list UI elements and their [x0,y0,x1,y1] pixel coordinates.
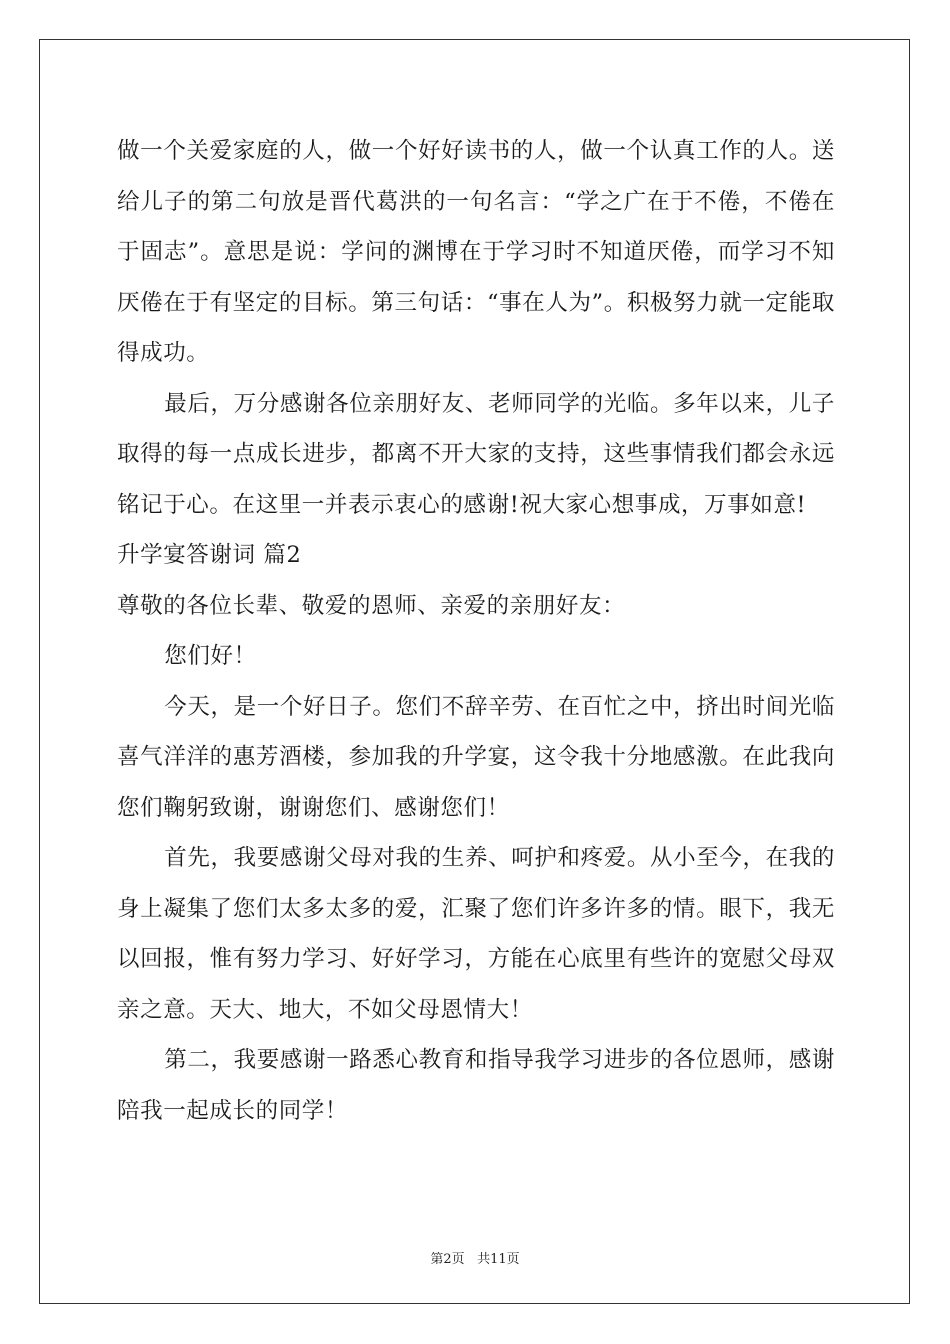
document-body [117,126,835,1136]
greeting: 您们好！ [164,643,257,669]
paragraph-2: 最后，万分感谢各位亲朋好友、老师同学的光临。多年以来，儿子取得的每一点成长进步，都离不开大家的支持，这些事情我们都会永远铭记于心。在这里一并表示衷心的感谢!祝大家心想事成，万事如意! [117,390,835,518]
section-heading: 升学宴答谢词 篇2 [117,542,302,568]
paragraph-4: 首先，我要感谢父母对我的生养、呵护和疼爱。从小至今，在我的身上凝集了您们太多太多的爱，汇聚了您们许多许多的情。眼下，我无以回报，惟有努力学习、好好学习，方能在心底里有些许的宽慰父母双亲之意。天大、地大，不如父母恩情大！ [117,845,835,1023]
paragraph-3: 今天，是一个好日子。您们不辞辛劳、在百忙之中，挤出时间光临喜气洋洋的惠芳酒楼，参加我的升学宴，这令我十分地感激。在此我向您们鞠躬致谢，谢谢您们、感谢您们！ [117,693,835,821]
page-total: 共11页 [477,1252,520,1267]
paragraph-1: 做一个关爱家庭的人，做一个好好读书的人，做一个认真工作的人。送给儿子的第二句放是晋代葛洪的一句名言：“学之广在于不倦，不倦在于固志”。意思是说：学问的渊博在于学习时不知道厌倦，而学习不知厌倦在于有坚定的目标。第三句话：“事在人为”。积极努力就一定能取得成功。 [117,138,835,366]
paragraph-5: 第二，我要感谢一路悉心教育和指导我学习进步的各位恩师，感谢陪我一起成长的同学！ [117,1047,835,1124]
salutation: 尊敬的各位长辈、敬爱的恩师、亲爱的亲朋好友： [117,592,626,619]
page-footer [0,1248,950,1267]
page-number: 第2页 [430,1252,465,1267]
